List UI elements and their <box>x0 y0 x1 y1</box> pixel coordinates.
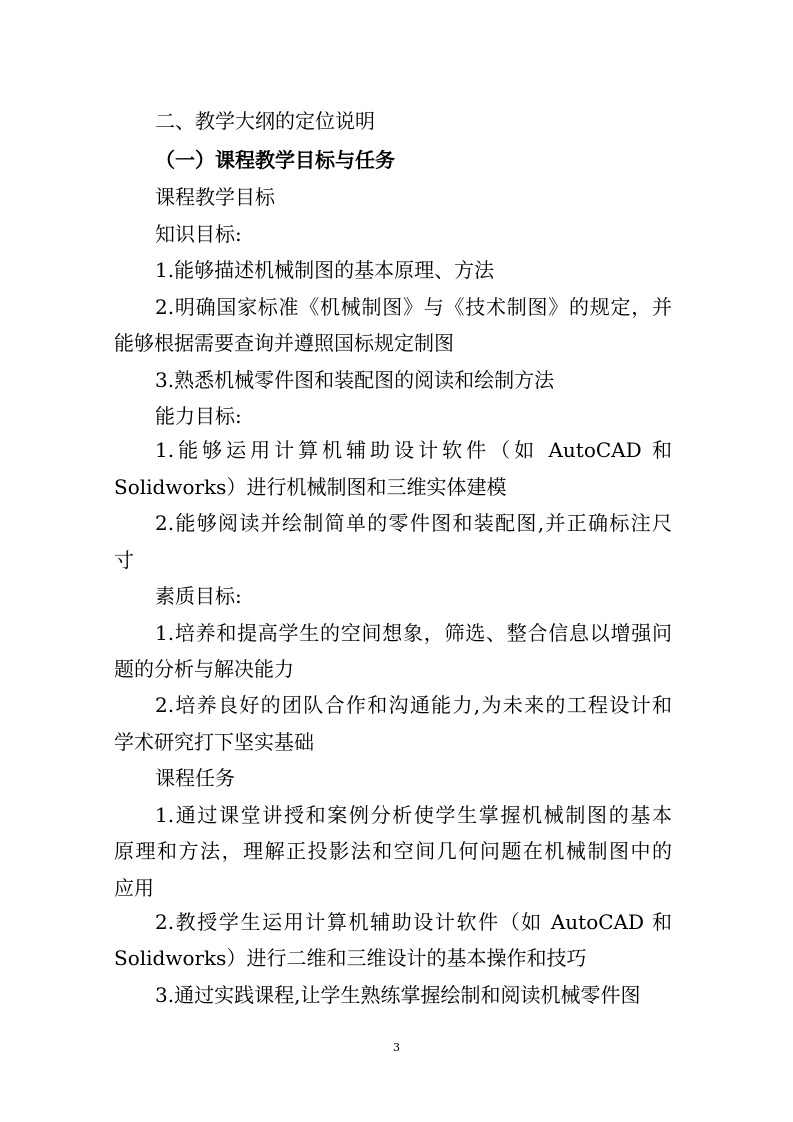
paragraph-line: 课程教学目标 <box>155 185 275 209</box>
paragraph-line: 素质目标: <box>155 584 242 608</box>
paragraph-line: Solidworks）进行二维和三维设计的基本操作和技巧 <box>114 946 587 970</box>
paragraph-line: 能力目标: <box>155 404 242 428</box>
paragraph-line: 原理和方法，理解正投影法和空间几何问题在机械制图中的 <box>114 839 672 863</box>
paragraph-line: 1.通过课堂讲授和案例分析使学生掌握机械制图的基本 <box>155 803 672 827</box>
paragraph-line: 2.能够阅读并绘制简单的零件图和装配图,并正确标注尺 <box>155 511 672 535</box>
paragraph-line: 2.教授学生运用计算机辅助设计软件（如 AutoCAD 和 <box>155 910 672 934</box>
paragraph-line: 3.通过实践课程,让学生熟练掌握绘制和阅读机械零件图 <box>155 983 641 1007</box>
paragraph-line: 1.培养和提高学生的空间想象，筛选、整合信息以增强问 <box>155 621 672 645</box>
paragraph-line: 能够根据需要查询并遵照国标规定制图 <box>114 331 454 355</box>
paragraph-line: 学术研究打下坚实基础 <box>114 730 314 754</box>
paragraph-line: 2.明确国家标准《机械制图》与《技术制图》的规定，并 <box>155 295 672 319</box>
subsection-heading: （一）课程教学目标与任务 <box>155 148 395 172</box>
paragraph-line: 1.能够运用计算机辅助设计软件（如 AutoCAD 和 <box>155 438 672 462</box>
paragraph-line: 知识目标: <box>155 222 242 246</box>
paragraph-line: 1.能够描述机械制图的基本原理、方法 <box>155 258 495 282</box>
section-heading: 二、教学大纲的定位说明 <box>155 109 375 133</box>
paragraph-line: 应用 <box>114 876 154 900</box>
paragraph-line: Solidworks）进行机械制图和三维实体建模 <box>114 475 507 499</box>
paragraph-line: 题的分析与解决能力 <box>114 657 294 681</box>
paragraph-line: 2.培养良好的团队合作和沟通能力,为未来的工程设计和 <box>155 693 672 717</box>
page-number: 3 <box>393 1041 400 1054</box>
paragraph-line: 寸 <box>114 548 134 572</box>
paragraph-line: 3.熟悉机械零件图和装配图的阅读和绘制方法 <box>155 368 555 392</box>
paragraph-line: 课程任务 <box>155 766 235 790</box>
